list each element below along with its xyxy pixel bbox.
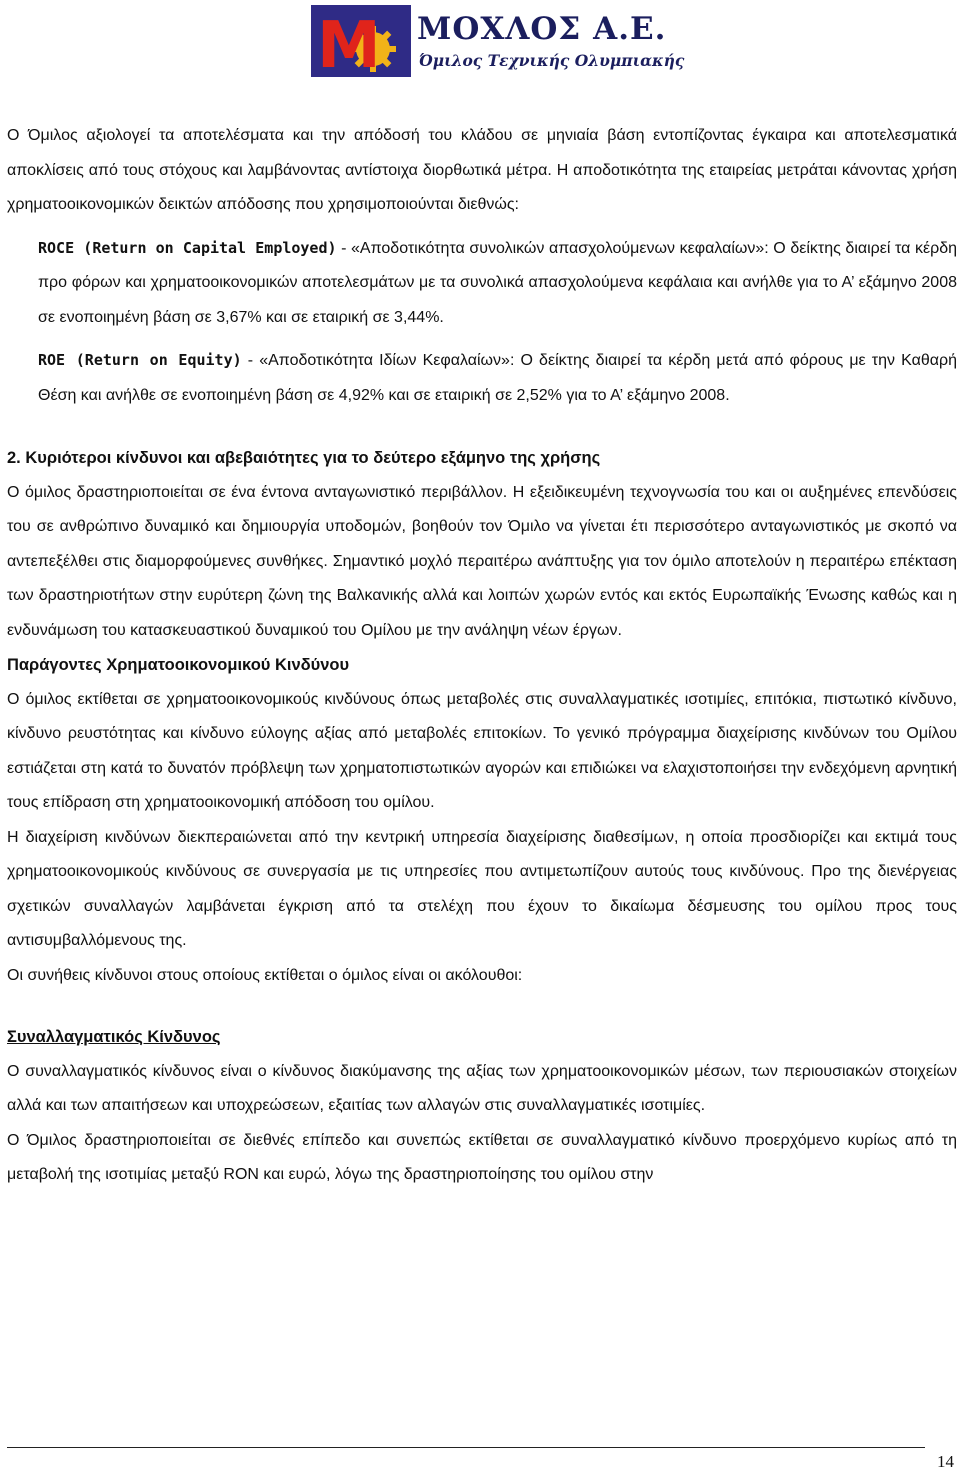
financial-risk-paragraph-1: Ο όμιλος εκτίθεται σε χρηματοοικονομικούς κινδύνους όπως μεταβολές στις συναλλαγματικές ισοτιμίες, επιτόκια, πιστωτικό κίνδυνο, κίνδυνο ρευστότητας και κίνδυνο εύλογης αξίας από μεταβολές επιτοκίων. Το γενικό πρόγραμμα διαχείρισης κινδύνων του Ομίλου εστιάζεται στη κατά το δυνατόν πρόβλεψη των χρηματοπιστωτικών αγορών και επιδιώκει να ελαχιστοποιήσει την ενδεχόμενη αρνητική τους επίδραση στη χρηματοοικονομική απόδοση του ομίλου. — [7, 690, 957, 811]
mochlos-logo-icon — [311, 5, 411, 77]
roe-paragraph — [7, 343, 957, 413]
fx-risk-heading: Συναλλαγματικός Κίνδυνος — [7, 1028, 221, 1046]
financial-risk-paragraph-3: Οι συνήθεις κίνδυνοι στους οποίους εκτίθεται ο όμιλος είναι οι ακόλουθοι: — [7, 966, 523, 984]
roe-label: ROE (Return on Equity) — [38, 351, 242, 369]
roce-paragraph — [7, 231, 957, 336]
fx-risk-paragraph-2: Ο Όμιλος δραστηριοποιείται σε διεθνές επίπεδο και συνεπώς εκτίθεται σε συναλλαγματικό κίνδυνο προερχόμενο κυρίως από τη μεταβολή της ισοτιμίας μεταξύ RON και ευρώ, λόγω της δραστηριοποίησης του ομίλου στην — [7, 1131, 957, 1183]
roce-label: ROCE (Return on Capital Employed) — [38, 238, 337, 257]
section-2-paragraph: Ο όμιλος δραστηριοποιείται σε ένα έντονα ανταγωνιστικό περιβάλλον. Η εξειδικευμένη τεχνογνωσία του και οι αυξημένες επενδύσεις του σε ανθρώπινο δυναμικό και δημιουργία υποδομών, βοηθούν τον Όμιλο να γίνεται έτι περισσότερο ανταγωνιστικός με σκοπό να αντεπεξέλθει στις διαμορφούμενες συνθήκες. Σημαντικό μοχλό περαιτέρω ανάπτυξης για τον όμιλο αποτελούν η περαιτέρω επέκταση των δραστηριοτήτων στην ευρύτερη ζώνη της Βαλκανικής αλλά και λοιπών χωρών εντός και εκτός Ευρωπαϊκής Ένωσης καθώς και η ενδυνάμωση του κατασκευαστικού δυναμικού του Ομίλου με την ανάληψη νέων έργων. — [7, 483, 957, 639]
section-2-heading: 2. Κυριότεροι κίνδυνοι και αβεβαιότητες για το δεύτερο εξάμηνο της χρήσης — [7, 449, 601, 467]
financial-risk-heading: Παράγοντες Χρηματοοικονομικού Κινδύνου — [7, 656, 350, 674]
roce-text: - «Αποδοτικότητα συνολικών απασχολούμενων κεφαλαίων»: Ο δείκτης διαιρεί τα κέρδη προ φόρων και χρηματοοικονομικών αποτελεσμάτων με τα συνολικά απασχολούμενα κεφάλαια και ανήλθε για το Α’ εξάμηνο 2008 σε ενοποιημένη βάση σε 3,67% και σε εταιρική σε 3,44%. — [38, 239, 958, 326]
intro-paragraph: Ο Όμιλος αξιολογεί τα αποτελέσματα και την απόδοσή του κλάδου σε μηνιαία βάση εντοπίζοντας έγκαιρα και αποτελεσματικά αποκλίσεις από τους στόχους και λαμβάνοντας αντίστοιχα διορθωτικά μέτρα. Η αποδοτικότητα της εταιρείας μετράται κάνοντας χρήση χρηματοοικονομικών δεικτών απόδοσης που χρησιμοποιούνται διεθνώς: — [7, 127, 957, 213]
fx-risk-paragraph-1: Ο συναλλαγματικός κίνδυνος είναι ο κίνδυνος διακύμανσης της αξίας των χρηματοοικονομικών μέσων, των περιουσιακών στοιχείων αλλά και των απαιτήσεων και υποχρεώσεων, εξαιτίας των αλλαγών στις συναλλαγματικές ισοτιμίες. — [7, 1062, 957, 1114]
page-number: 14 — [937, 1452, 954, 1471]
logo-letter: M — [317, 9, 381, 77]
company-name: ΜΟΧΛΟΣ Α.Ε. — [417, 11, 667, 47]
document-body — [7, 119, 957, 1193]
roe-text: - «Αποδοτικότητα Ιδίων Κεφαλαίων»: Ο δείκτης διαιρεί τα κέρδη μετά από φόρους με την Καθαρή Θέση και ανήλθε σε ενοποιημένη βάση σε 4,92% και σε εταιρική σε 2,52% για το Α’ εξάμηνο 2008. — [38, 352, 957, 404]
footer-divider — [7, 1447, 925, 1448]
financial-risk-paragraph-2: Η διαχείριση κινδύνων διεκπεραιώνεται από την κεντρική υπηρεσία διαχείρισης διαθεσίμων, η οποία προσδιορίζει και εκτιμά τους χρηματοοικονομικούς κινδύνους σε συνεργασία με τις υπηρεσίες που αντιμετωπίζουν αυτούς τους κινδύνους. Προ της διενέργειας σχετικών συναλλαγών λαμβάνεται έγκριση από τα στελέχη που έχουν το δικαίωμα δέσμευσης του ομίλου προς τους αντισυμβαλλόμενους της. — [7, 828, 957, 949]
company-tagline: Όμιλος Τεχνικής Ολυμπιακής — [419, 51, 685, 70]
company-logo — [311, 5, 685, 77]
